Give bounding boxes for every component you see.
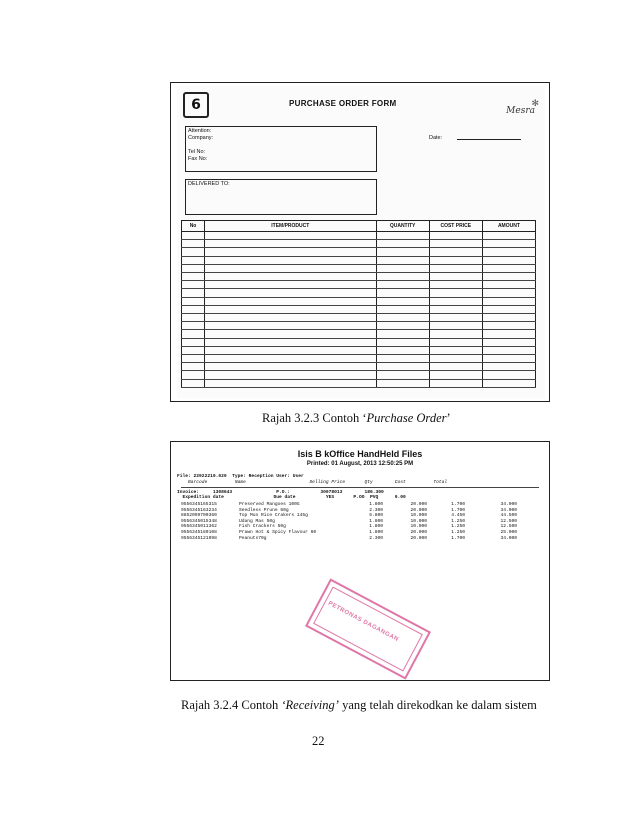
items-table-row [182,363,536,371]
receiving-report-figure [170,441,550,681]
figure2-caption-suffix: yang telah direkodkan ke dalam sistem [338,698,537,712]
date-label: Date: [429,135,443,141]
items-table-cell [205,305,376,313]
items-table-cell [182,281,205,289]
items-table-cell [376,371,429,379]
items-table-row [182,289,536,297]
items-table-cell [182,355,205,363]
supplier-box [185,126,377,172]
items-table-row [182,256,536,264]
report-cell-name: Peanuts70g [239,535,267,541]
figure1-caption-suffix: ’ [446,411,451,425]
report-cell-qty: 10.000 [410,524,427,530]
items-table-row [182,322,536,330]
items-table-cell [376,314,429,322]
report-cell-total: 25.000 [500,529,517,535]
items-table-row [182,379,536,387]
items-table-cell [205,379,376,387]
items-table-cell [182,346,205,354]
report-cell-name: Udang Mas 50g [239,518,275,524]
petronas-logo-icon: 6 [183,92,209,118]
report-column-header: Barcode Name Selling Price Qty Cost Total [177,480,448,485]
tel-label: Tel No: [188,149,206,155]
items-table-row [182,240,536,248]
items-table-row [182,346,536,354]
report-cell-cost: 1.700 [451,535,465,541]
report-cell-code: 9556345163234 [181,507,217,513]
figure1-caption-prefix: Rajah 3.2.3 Contoh ‘ [262,411,367,425]
items-table-cell [182,338,205,346]
items-table-cell [429,363,482,371]
items-table-cell [182,232,205,240]
items-table-cell [376,281,429,289]
report-cell-sell: 1.800 [369,529,383,535]
report-cell-qty: 10.000 [410,513,427,519]
items-table-cell [182,256,205,264]
items-table-cell [205,264,376,272]
report-cell-cost: 1.700 [451,507,465,513]
figure1-caption-italic: Purchase Order [366,411,447,425]
delivered-to-label: DELIVERED TO: [188,181,230,187]
items-table-cell [429,297,482,305]
items-table-cell [482,232,535,240]
items-table-row [182,371,536,379]
figure1-caption [262,411,451,426]
report-expedition-line: Expedition date Due date YES P.OO PVQ 0.00 [177,495,406,500]
items-table-cell [482,273,535,281]
col-no: No [182,221,205,232]
items-table-cell [482,322,535,330]
items-table-cell [429,240,482,248]
items-table-cell [482,240,535,248]
items-table-cell [429,314,482,322]
report-cell-sell: 1.800 [369,518,383,524]
report-invoice-line: Invoice: 1308643 P.O.: 30078013 186.300 [177,490,384,495]
report-cell-code: 9556345121098 [181,535,217,541]
items-table-cell [376,322,429,330]
items-table-cell [429,281,482,289]
items-table-cell [429,379,482,387]
items-table-cell [182,248,205,256]
report-cell-qty: 20.000 [410,535,427,541]
col-amount: AMOUNT [482,221,535,232]
purchase-order-sheet [177,86,545,398]
purchase-order-figure [170,82,550,402]
items-table-cell [182,297,205,305]
stamp-text: PETRONAS DAGANGAN [326,600,400,644]
items-table-cell [429,232,482,240]
items-table-cell [482,289,535,297]
items-table-row [182,314,536,322]
report-cell-name: Top Mun Rice Crakers 145g [239,513,308,519]
items-table-cell [205,314,376,322]
items-table-cell [205,232,376,240]
brand-name: Mesra [506,106,535,116]
items-table-cell [376,355,429,363]
items-table-cell [376,346,429,354]
items-table-body [182,232,536,388]
items-table-cell [429,355,482,363]
date-line [457,139,521,140]
report-cell-sell: 2.300 [369,535,383,541]
report-cell-cost: 4.450 [451,513,465,519]
items-table-row [182,281,536,289]
items-table-cell [482,371,535,379]
items-table-cell [376,240,429,248]
report-cell-cost: 1.700 [451,502,465,507]
report-cell-code: 8852099700360 [181,513,217,519]
items-table-row [182,355,536,363]
items-table-cell [205,273,376,281]
header-divider [181,487,539,488]
items-table-cell [482,297,535,305]
report-cell-cost: 1.250 [451,529,465,535]
report-row [181,536,517,542]
items-table-cell [182,273,205,281]
items-table-cell [482,248,535,256]
items-table-cell [205,338,376,346]
items-table-cell [429,248,482,256]
items-table-cell [482,305,535,313]
items-table-cell [205,281,376,289]
items-table-row [182,297,536,305]
items-table-row [182,232,536,240]
items-table-cell [376,297,429,305]
items-table-cell [376,379,429,387]
report-cell-sell: 1.800 [369,524,383,530]
items-table-cell [429,322,482,330]
items-table-row [182,305,536,313]
report-cell-code: 9556345015348 [181,518,217,524]
delivery-box [185,179,377,215]
items-table-row [182,248,536,256]
report-cell-qty: 10.000 [410,518,427,524]
report-cell-total: 12.500 [500,518,517,524]
items-table-cell [482,355,535,363]
figure2-caption-italic: ‘Receiving’ [281,698,339,712]
items-table-cell [205,363,376,371]
items-table-cell [205,355,376,363]
col-cost-price: COST PRICE [429,221,482,232]
report-cell-qty: 20.000 [410,502,427,507]
items-table-cell [376,338,429,346]
items-table-cell [376,248,429,256]
page-number: 22 [312,734,325,748]
figure2-caption [181,698,537,713]
items-table-cell [429,371,482,379]
items-table-cell [429,289,482,297]
report-cell-code: 9556345011362 [181,524,217,530]
items-table-cell [482,281,535,289]
items-table-cell [376,305,429,313]
items-table-cell [429,330,482,338]
report-cell-name: Fish Crackers 50g [239,524,286,530]
items-table-cell [182,264,205,272]
items-table-cell [482,330,535,338]
report-cell-cost: 1.250 [451,518,465,524]
items-table-cell [376,232,429,240]
report-printed-date: Printed: 01 August, 2013 12:50:25 PM [306,461,414,467]
items-table-cell [482,256,535,264]
items-table-cell [376,256,429,264]
report-cell-total: 12.500 [500,524,517,530]
items-table-cell [205,248,376,256]
report-cell-total: 34.000 [500,502,517,507]
items-table-cell [429,305,482,313]
items-table [181,220,536,388]
items-table-cell [429,264,482,272]
items-table-cell [429,256,482,264]
items-table-cell [182,314,205,322]
items-table-cell [482,346,535,354]
items-table-row [182,264,536,272]
items-table-cell [182,371,205,379]
items-table-cell [205,240,376,248]
col-item: ITEM/PRODUCT [205,221,376,232]
report-cell-cost: 1.250 [451,524,465,530]
items-table-cell [205,346,376,354]
items-table-cell [429,273,482,281]
figure2-caption-prefix: Rajah 3.2.4 Contoh [181,698,282,712]
items-table-row [182,330,536,338]
report-rows [181,502,517,541]
items-table-cell [205,289,376,297]
col-quantity: QUANTITY [376,221,429,232]
received-stamp [305,578,431,679]
report-cell-qty: 20.000 [410,529,427,535]
items-table-cell [376,363,429,371]
items-table-cell [429,346,482,354]
items-table-cell [182,330,205,338]
brand-star-icon: ✻ [531,98,539,108]
items-table-cell [482,314,535,322]
attention-label: Attention: [188,128,212,134]
stamp-border [313,587,423,672]
items-table-row [182,273,536,281]
report-cell-sell: 5.800 [369,513,383,519]
items-table-cell [376,264,429,272]
report-title: Isis B kOffice HandHeld Files [297,449,423,459]
report-file-line: File: 22922210.020 Type: Reception User: User [177,474,304,479]
items-table-cell [376,273,429,281]
report-cell-code: 9556345180108 [181,529,217,535]
items-table-cell [482,363,535,371]
report-cell-qty: 20.000 [410,507,427,513]
report-cell-total: 44.500 [500,513,517,519]
items-table-cell [205,371,376,379]
report-cell-total: 34.000 [500,535,517,541]
report-cell-total: 34.000 [500,507,517,513]
items-table-cell [182,240,205,248]
fax-label: Fax No: [188,156,208,162]
items-table-row [182,338,536,346]
items-table-cell [376,289,429,297]
items-table-cell [182,363,205,371]
report-cell-name: Seedless Prune 60g [239,507,289,513]
items-table-cell [429,338,482,346]
items-table-cell [182,379,205,387]
items-table-cell [376,330,429,338]
items-table-cell [182,305,205,313]
report-cell-code: 9556345165315 [181,502,217,507]
items-table-cell [182,289,205,297]
form-title: PURCHASE ORDER FORM [289,99,397,108]
items-table-cell [205,256,376,264]
report-cell-sell: 1.800 [369,502,383,507]
items-table-cell [205,330,376,338]
items-table-cell [182,322,205,330]
report-cell-sell: 2.300 [369,507,383,513]
items-table-cell [482,338,535,346]
items-table-cell [205,297,376,305]
items-table-cell [482,379,535,387]
report-cell-name: Preserved Mangoes 100G [239,502,300,507]
items-table-cell [482,264,535,272]
company-label: Company: [188,135,214,141]
items-table-cell [205,322,376,330]
report-cell-name: Prawn Hot & Spicy Flavour 60 [239,529,317,535]
